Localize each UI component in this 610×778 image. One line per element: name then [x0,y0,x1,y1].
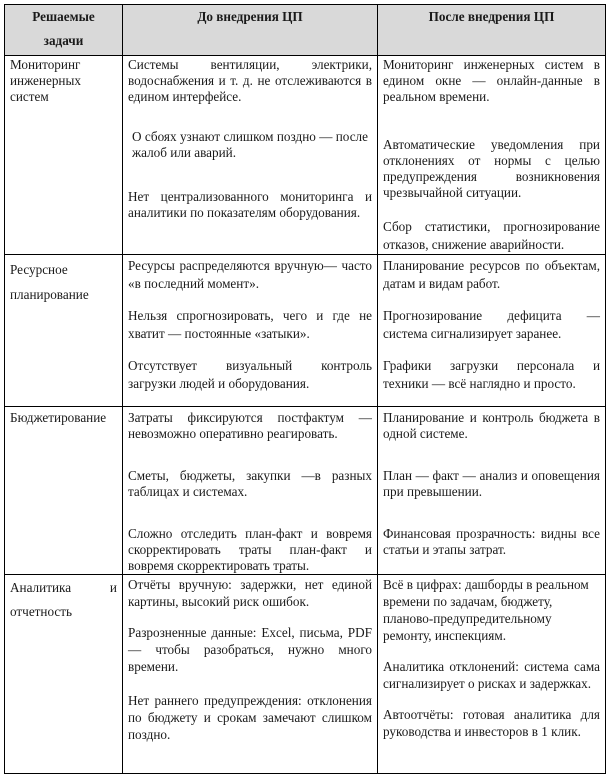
after-item: Аналитика отклонений: система сама сигнализирует о рисках и задержках. [383,659,600,691]
after-item: Планирование и контроль бюджета в одной системе. [383,410,600,441]
header-before: До внедрения ЦП [123,5,378,56]
after-item: Всё в цифрах: дашборды в реальном времени по задачам, бюджету, планово-предупредительному ремонту, инспекциям. [383,577,589,643]
after-item: Автоотчёты: готовая аналитика для руководства и инвесторов в 1 клик. [383,707,600,739]
after-cell [378,56,606,255]
task-cell [5,56,123,255]
before-item: Отсутствует визуальный контроль загрузки людей и оборудования. [128,358,372,391]
table-row [5,407,606,575]
before-cell [123,56,378,255]
before-item: О сбоях узнают слишком поздно — после жалоб или аварий. [132,129,368,160]
before-cell [123,575,378,774]
before-cell [123,407,378,575]
after-item: Автоматические уведомления при отклонениях от нормы с целью предупреждения возникновения чрезвычайной ситуации. [383,137,600,200]
header-tasks [5,5,123,56]
task-name: Мониторинг инженерных систем [10,57,81,104]
table-row [5,255,606,407]
table-row [5,575,606,774]
task-cell [5,407,123,575]
header-tasks-line: Решаемые [32,9,95,24]
after-item: Прогнозирование дефицита — система сигнализирует заранее. [383,308,600,341]
after-item: Планирование ресурсов по объектам, датам и видам работ. [383,258,600,291]
after-item: Финансовая прозрачность: видны все статьи и этапы затрат. [383,526,600,557]
after-item: Сбор статистики, прогнозирование отказов, снижение аварийности. [383,219,600,252]
before-item: Отчёты вручную: задержки, нет единой картины, высокий риск ошибок. [128,577,372,609]
header-after: После внедрения ЦП [378,5,606,56]
before-item: Нельзя спрогнозировать, чего и где не хватит — постоянные «затыки». [128,308,372,341]
task-cell [5,575,123,774]
task-name: Ресурсное планирование [10,262,89,302]
after-item: План — факт — анализ и оповещения при превышении. [383,468,600,499]
after-item: Мониторинг инженерных систем в едином окне — онлайн-данные в реальном времени. [383,57,600,104]
task-name: Бюджетирование [10,410,107,425]
before-item: Системы вентиляции, электрики, водоснабжения и т. д. не отслеживаются в едином интерфейсе. [128,57,372,104]
after-cell [378,255,606,407]
header-tasks-line: задачи [43,33,84,48]
before-item: Нет раннего предупреждения: отклонения по бюджету и срокам замечают слишком поздно. [128,693,372,742]
before-item: Сметы, бюджеты, закупки —в разных таблицах и системах. [128,468,372,499]
before-item: Ресурсы распределяются вручную— часто «в последний момент». [128,258,372,291]
header-row [5,5,606,56]
before-item: Нет централизованного мониторинга и аналитики по показателям оборудования. [128,189,372,220]
after-cell [378,575,606,774]
before-item: Разрозненные данные: Excel, письма, PDF — чтобы разобраться, нужно много времени. [128,625,372,674]
task-cell [5,255,123,407]
after-cell [378,407,606,575]
comparison-table [4,4,606,774]
before-item: Затраты фиксируются постфактум — невозможно оперативно реагировать. [128,410,372,441]
after-item: Графики загрузки персонала и техники — всё наглядно и просто. [383,358,600,391]
before-item: Сложно отследить план-факт и вовремя скорректировать траты план-факт и вовремя скорректировать траты. [128,526,372,573]
task-name: Аналитика и отчетность [10,580,117,619]
before-cell [123,255,378,407]
table-row [5,56,606,255]
